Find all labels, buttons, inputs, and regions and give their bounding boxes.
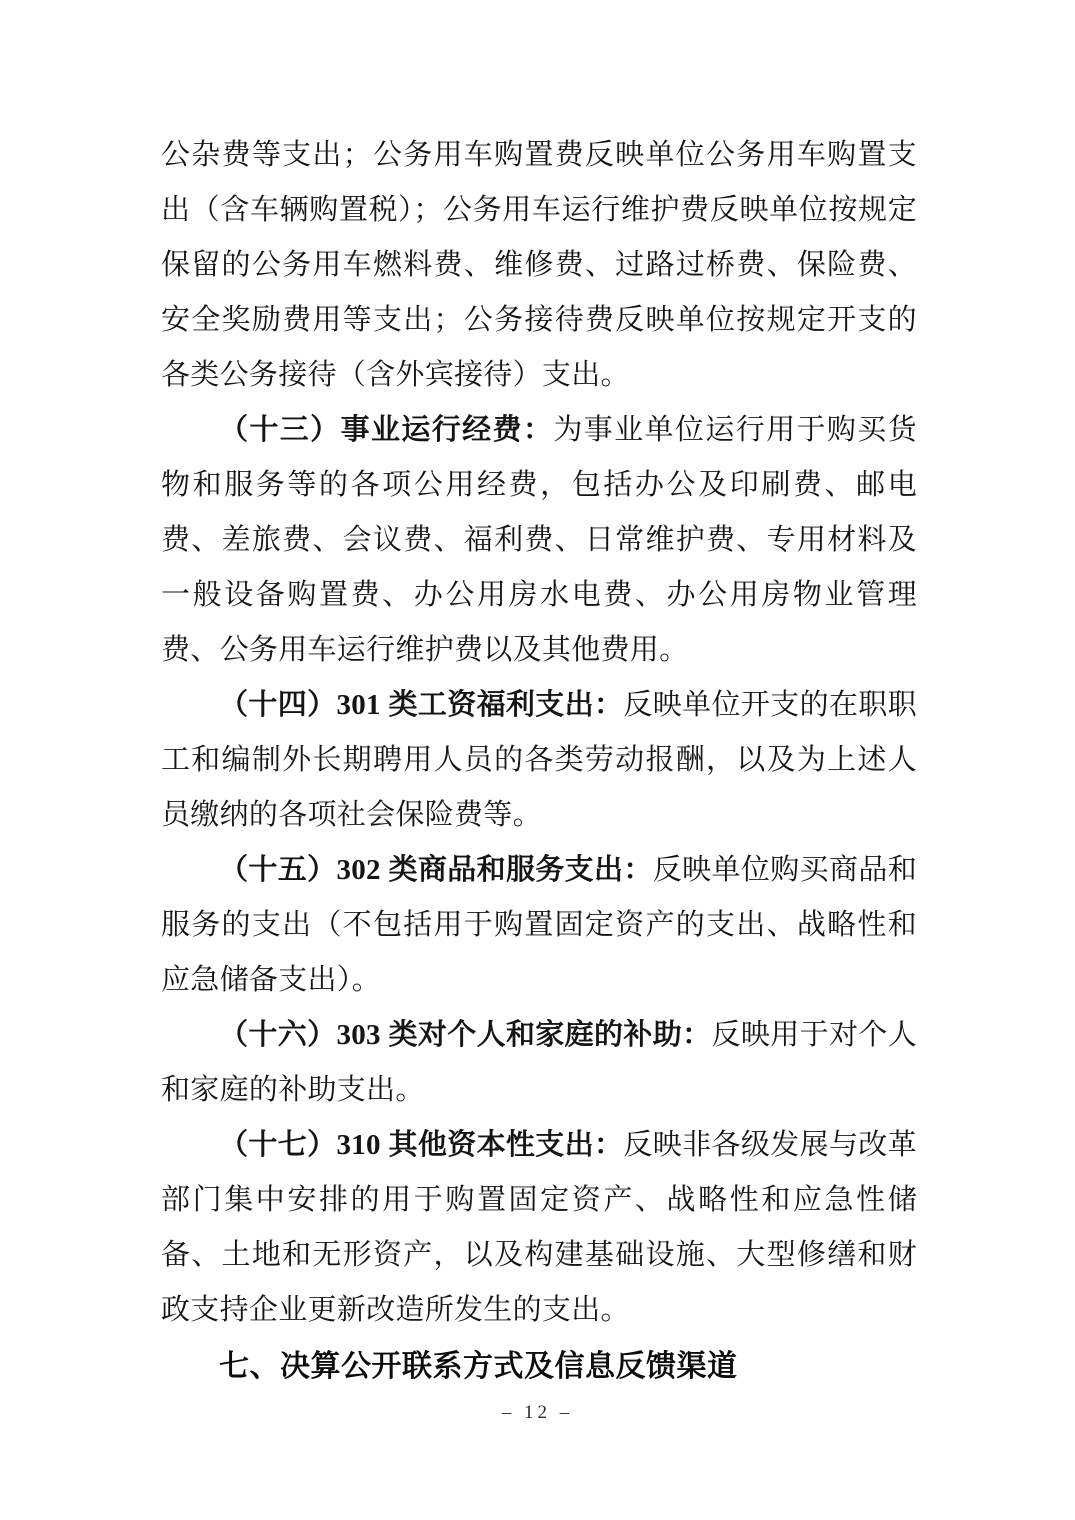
paragraph-lead: （十三）事业运行经费：	[219, 414, 554, 446]
paragraph-text: 为事业单位运行用于购买货物和服务等的各项公用经费，包括办公及印刷费、邮电费、差旅费、会议费、福利费、日常维护费、专用材料及一般设备购置费、办公用房水电费、办公用房物业管理费、公务用车运行维护费以及其他费用。	[161, 414, 917, 666]
paragraph	[161, 843, 917, 1008]
paragraph-text: 反映单位购买商品和服务的支出（不包括用于购置固定资产的支出、战略性和应急储备支出）。	[161, 854, 917, 996]
paragraph-lead: （十四）301 类工资福利支出：	[219, 689, 624, 721]
paragraph-text: 反映非各级发展与改革部门集中安排的用于购置固定资产、战略性和应急性储备、土地和无形资产，以及构建基础设施、大型修缮和财政支持企业更新改造所发生的支出。	[161, 1129, 917, 1326]
paragraph	[161, 403, 917, 678]
page-footer	[0, 1402, 1075, 1424]
paragraph	[161, 1008, 917, 1118]
paragraph	[161, 1118, 917, 1338]
paragraph-text: 反映用于对个人和家庭的补助支出。	[161, 1019, 917, 1106]
paragraph-lead: （十七）310 其他资本性支出：	[219, 1129, 624, 1161]
page-number: – 12 –	[501, 1402, 574, 1423]
paragraph-lead: （十六）303 类对个人和家庭的补助：	[219, 1019, 712, 1051]
paragraph-text: 反映单位开支的在职职工和编制外长期聘用人员的各类劳动报酬，以及为上述人员缴纳的各项社会保险费等。	[161, 689, 917, 831]
paragraph	[161, 678, 917, 843]
document-content	[161, 128, 917, 1395]
paragraph-text: 公杂费等支出；公务用车购置费反映单位公务用车购置支出（含车辆购置税）；公务用车运行维护费反映单位按规定保留的公务用车燃料费、维修费、过路过桥费、保险费、安全奖励费用等支出；公务接待费反映单位按规定开支的各类公务接待（含外宾接待）支出。	[161, 139, 917, 391]
paragraph-lead: （十五）302 类商品和服务支出：	[219, 854, 653, 886]
section-heading: 七、决算公开联系方式及信息反馈渠道	[219, 1350, 738, 1383]
paragraph	[161, 128, 917, 403]
